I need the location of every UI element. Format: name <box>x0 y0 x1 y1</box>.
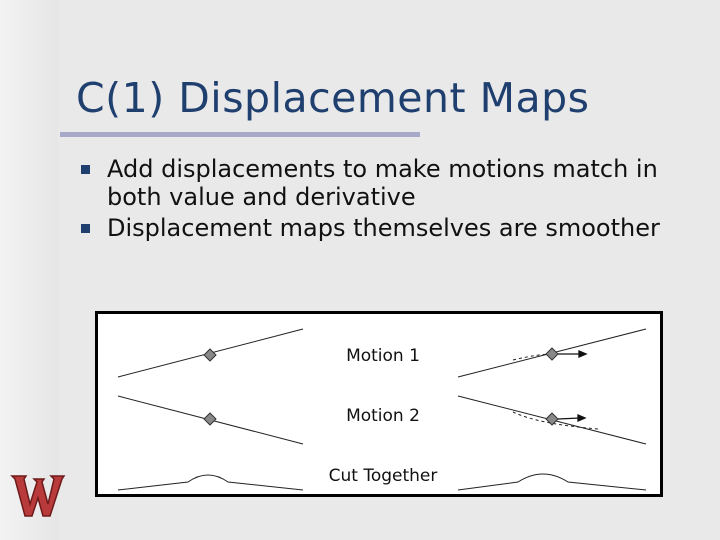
motion-1-label: Motion 1 <box>346 346 420 366</box>
motion-2-key-diamond-icon <box>204 413 216 425</box>
title-underline <box>60 132 420 137</box>
bullet-square-icon <box>81 165 90 174</box>
w-logo-icon <box>10 470 66 522</box>
motion-1-key-diamond-icon <box>204 349 216 361</box>
cut-together-label: Cut Together <box>328 466 438 486</box>
slide-title: C(1) Displacement Maps <box>76 74 590 122</box>
bullet-item <box>80 155 680 211</box>
motion-2-arrowhead-icon <box>578 415 585 421</box>
motion-2-arrow-icon <box>558 418 580 419</box>
bullet-list <box>80 155 680 245</box>
cut-curve-left <box>118 475 303 490</box>
motion-2-key-diamond-right-icon <box>546 413 558 425</box>
bullet-text: Displacement maps themselves are smoother <box>107 214 660 242</box>
motion-diagram <box>95 311 663 497</box>
bullet-item <box>80 214 680 242</box>
motion-1-key-diamond-right-icon <box>546 348 558 360</box>
motion-2-label: Motion 2 <box>346 406 420 426</box>
motion-1-arrowhead-icon <box>579 351 586 357</box>
slide-left-band <box>0 0 58 540</box>
bullet-text: Add displacements to make motions match in both value and derivative <box>107 155 658 211</box>
bullet-square-icon <box>81 224 90 233</box>
cut-curve-right <box>458 474 646 490</box>
